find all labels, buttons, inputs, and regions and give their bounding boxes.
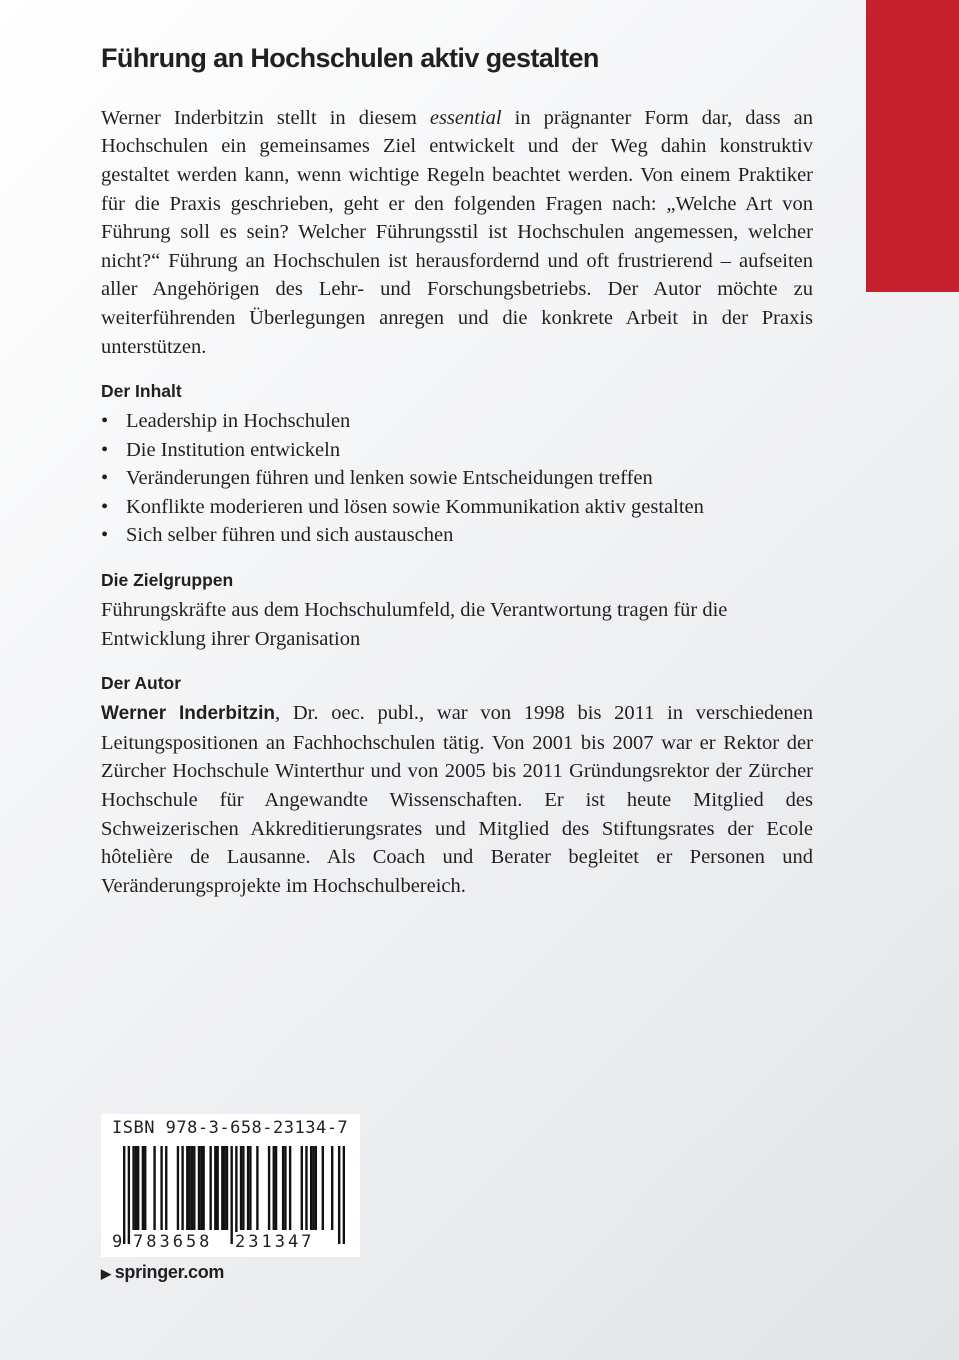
list-item: • Die Institution entwickeln [101,436,813,465]
barcode-bar [256,1146,258,1230]
barcode-bar [142,1146,144,1230]
barcode-bar [235,1146,237,1244]
bullet-icon: • [101,524,109,547]
barcode-bar [343,1146,345,1244]
content-list [101,407,813,550]
barcode-bar [135,1146,137,1230]
barcode-bar [284,1146,286,1230]
bullet-icon: • [101,438,109,461]
barcode-bar [305,1146,307,1230]
bullet-icon: • [101,495,109,518]
target-text: Führungskräfte aus dem Hochschulumfeld, die Verantwortung tragen für die Entwicklung ihrer Organisation [101,599,728,650]
barcode-bar [128,1146,130,1244]
barcode-bar [153,1146,155,1230]
bullet-icon: • [101,467,109,490]
barcode-bar [160,1146,162,1230]
barcode-bar [242,1146,244,1230]
barcode-bar [312,1146,314,1230]
isbn-barcode [101,1114,360,1257]
author-bio: , Dr. oec. publ., war von 1998 bis 2011 in verschiedenen Leitungspositionen an Fachhochschulen tätig. Von 2001 bis 2007 war er Rektor der Zürcher Hochschule Winterthur und von 2005 bis 2011 Gründungsrektor der Zürcher Hochschule für Angewandte Wissenschaften. Er ist heute Mitglied des Schweizerischen Akkreditierungsrates und Mitglied des Stiftungsrates der Ecole hôtelière de Lausanne. Als Coach und Berater begleitet er Personen und Veränderungsprojekte im Hochschulbereich. [101,702,813,897]
barcode-bar [226,1146,228,1230]
barcode-bar [331,1146,333,1230]
isbn-text: ISBN 978-3-658-23134-7 [112,1118,349,1138]
barcode-bar [137,1146,139,1230]
author-paragraph [101,699,813,900]
intro-part1: Werner Inderbitzin stellt in diesem [101,106,430,129]
list-item: • Leadership in Hochschulen [101,407,813,436]
ean-right-digits: 231347 [235,1232,315,1252]
book-title: Führung an Hochschulen aktiv gestalten [101,43,599,73]
intro-emphasis: essential [429,106,502,129]
barcode-bar [188,1146,190,1230]
barcode-bar [216,1146,218,1230]
barcode-bars [123,1146,345,1244]
list-item: • Veränderungen führen und lenken sowie Entscheidungen treffen [101,464,813,493]
barcode-bar [191,1146,193,1230]
springer-link-text: springer.com [114,1262,225,1282]
barcode-bar [144,1146,146,1230]
barcode-bar [181,1146,183,1230]
barcode-bar [315,1146,317,1230]
barcode-bar [198,1146,200,1230]
barcode-bar [193,1146,195,1230]
barcode-bar [223,1146,225,1230]
list-item: • Konflikte moderieren und lösen sowie Kommunikation aktiv gestalten [101,493,813,522]
springer-link[interactable] [101,1262,224,1283]
barcode-bar [247,1146,249,1230]
bullet-icon: • [101,410,109,433]
barcode-bar [273,1146,275,1230]
barcode-bar [209,1146,211,1230]
list-item: • Sich selber führen und sich austauschen [101,521,813,550]
intro-paragraph [101,104,813,361]
barcode-bar [200,1146,202,1230]
barcode-bar [322,1146,324,1230]
ean-first-digit: 9 [112,1232,123,1252]
arrow-right-icon: ▶ [101,1266,111,1281]
barcode-bar [301,1146,303,1230]
barcode-bar [282,1146,284,1230]
barcode-bar [249,1146,251,1230]
barcode-bar [221,1146,223,1230]
barcode-bar [177,1146,179,1230]
barcode-bar [240,1146,242,1230]
barcode-bar [132,1146,134,1230]
barcode-bar [230,1146,232,1244]
intro-part2: in prägnanter Form dar, dass an Hochschulen ein gemeinsames Ziel entwickelt und der Weg dahin konstruktiv gestaltet werden kann, wenn wichtige Regeln beachtet werden. Von einem Praktiker für die Praxis geschrieben, geht er den folgenden Fragen nach: „Welche Art von Führung soll es sein? Welcher Führungsstil ist Hochschulen angemessen, welcher nicht?“ Führung an Hochschulen ist herausfordernd und oft frustrierend – aufseiten aller Angehörigen des Lehr- und Forschungsbetriebs. Der Autor möchte zu weiterführenden Überlegungen anregen und die konkrete Arbeit in der Praxis unterstützen. [101,106,813,358]
barcode-bar [275,1146,277,1230]
barcode-bar [186,1146,188,1230]
target-heading: Die Zielgruppen [101,570,234,591]
barcode-bar [165,1146,167,1230]
barcode-bar [310,1146,312,1230]
barcode-bar [214,1146,216,1230]
back-cover-content [101,42,813,900]
red-accent-band [866,0,959,292]
barcode-bar [123,1146,125,1244]
barcode-bar [268,1146,270,1230]
barcode-bar [202,1146,204,1230]
barcode-bar [338,1146,340,1244]
author-name: Werner Inderbitzin [101,703,276,725]
ean-left-digits: 783658 [133,1232,213,1252]
content-heading: Der Inhalt [101,381,182,402]
author-heading: Der Autor [101,673,182,694]
barcode-bar [289,1146,291,1230]
